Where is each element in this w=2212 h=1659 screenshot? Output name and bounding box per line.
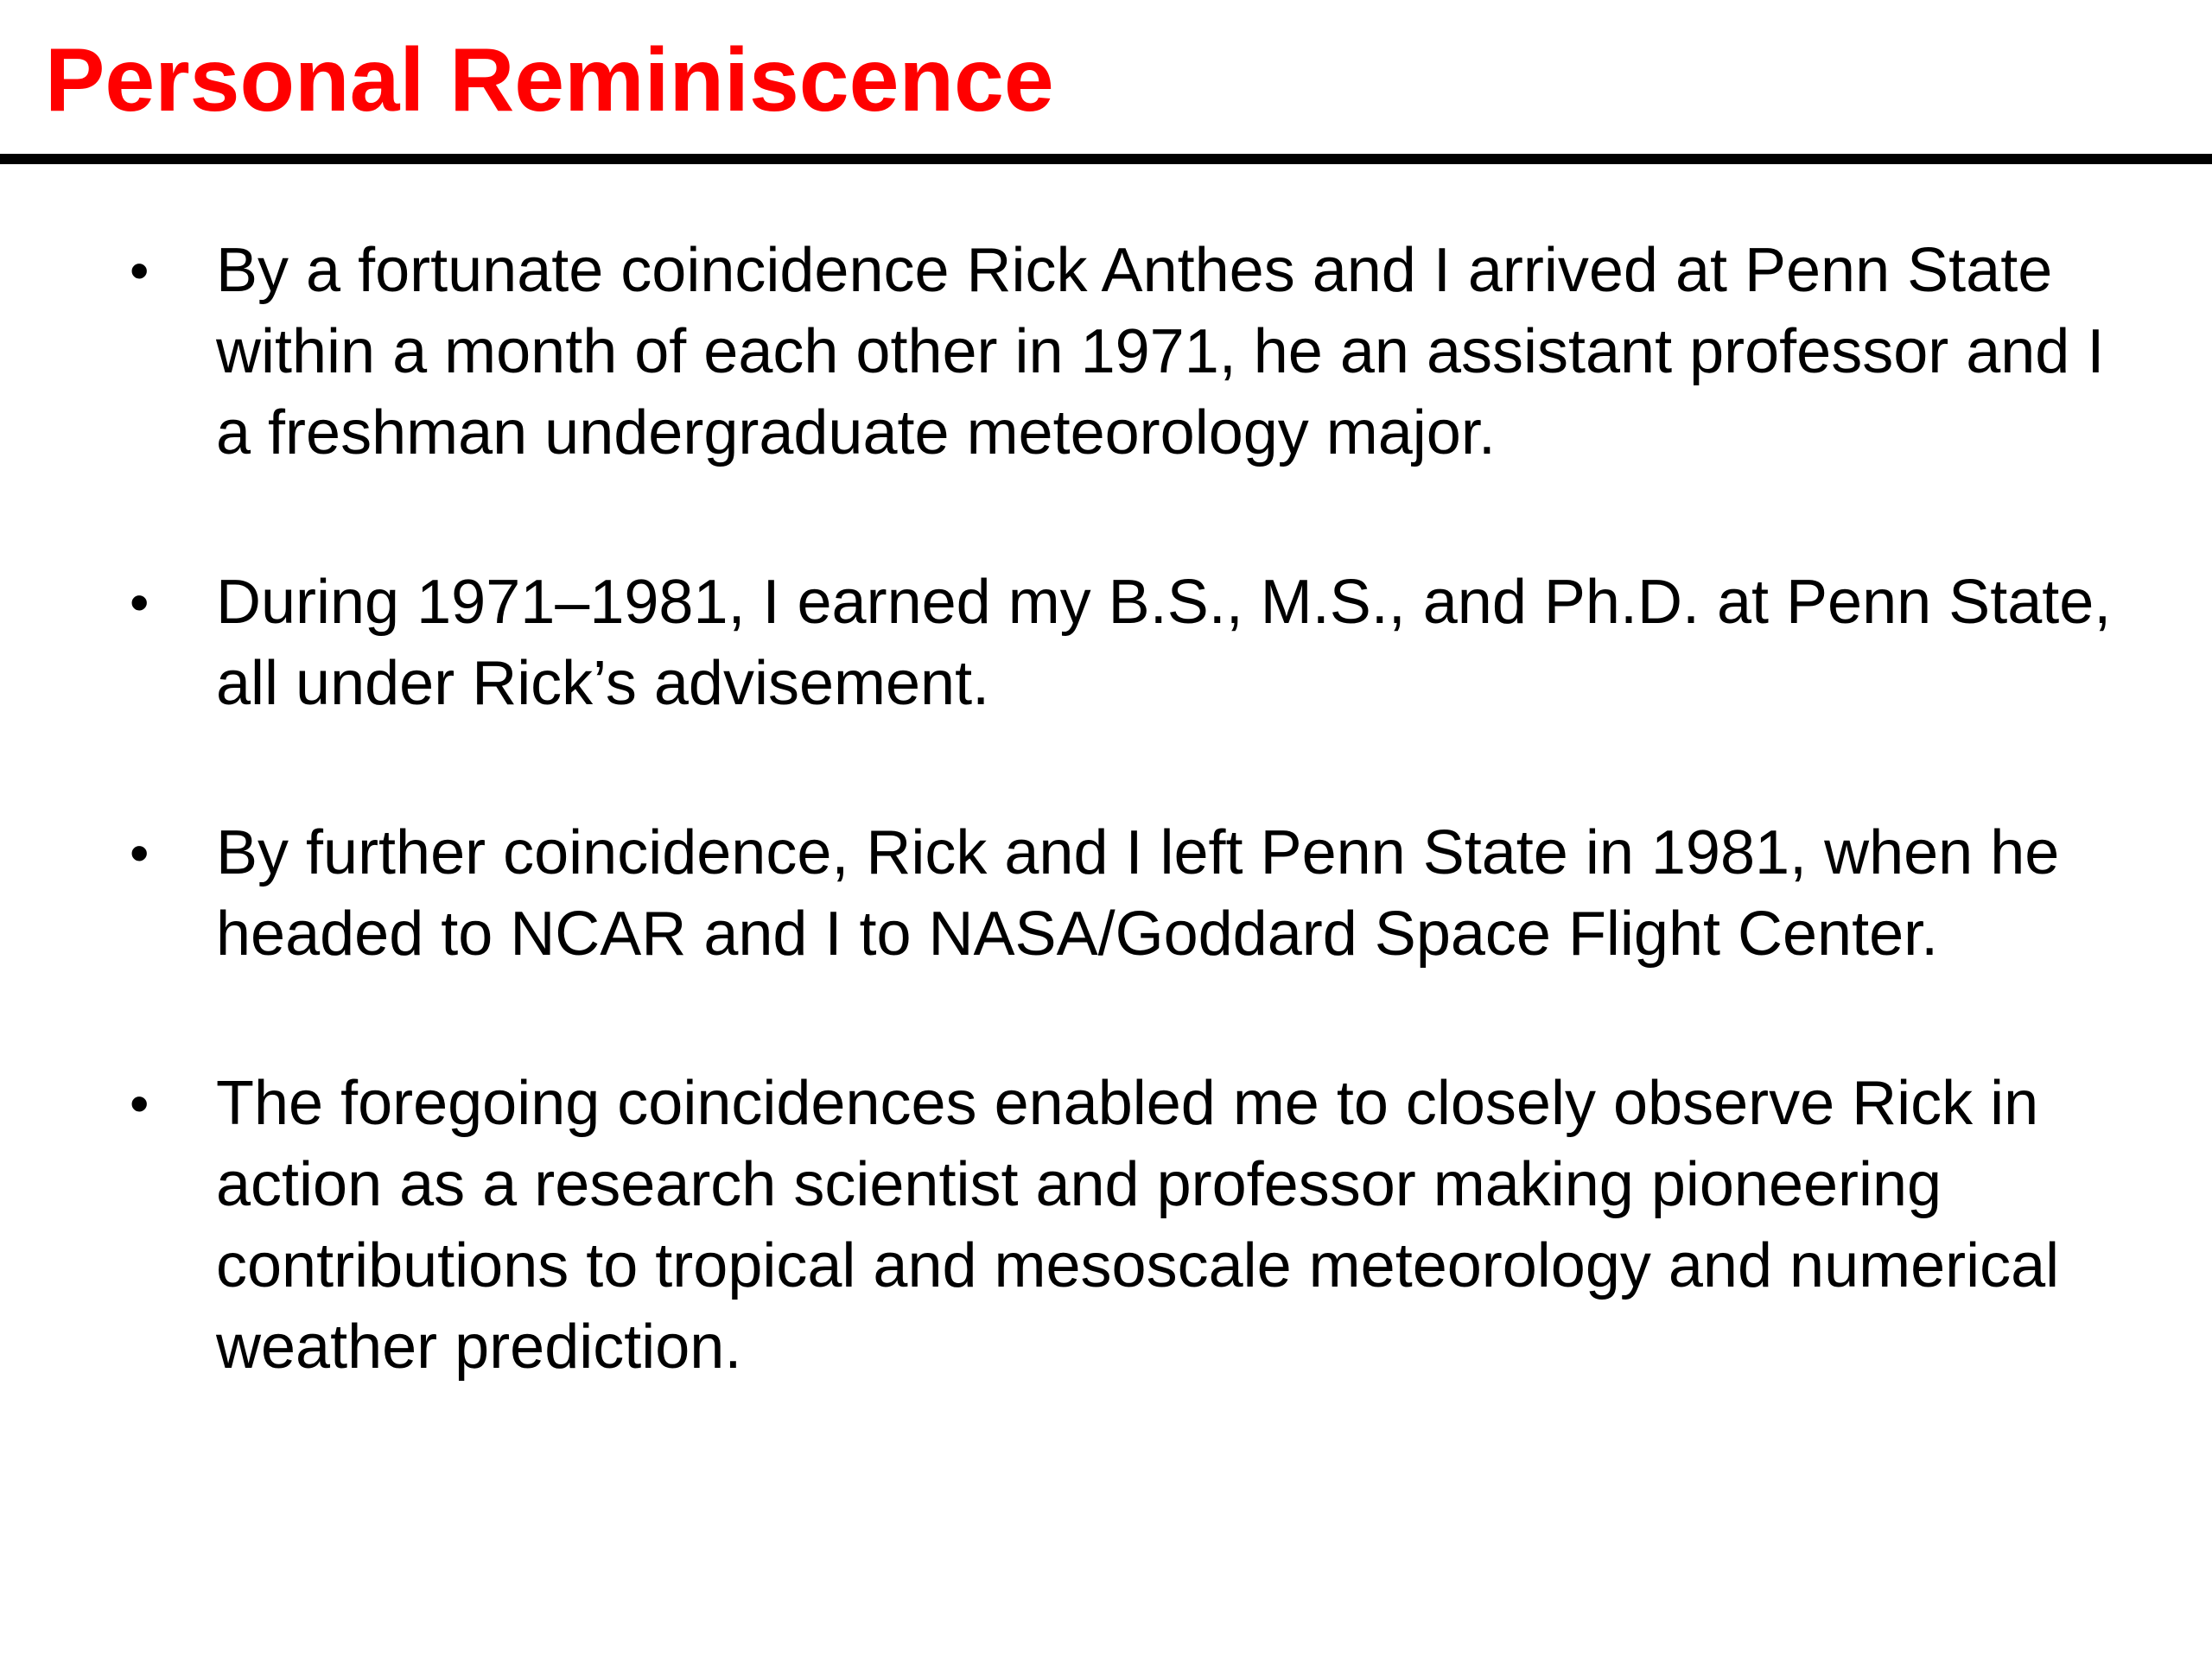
slide-title: Personal Reminiscence: [45, 30, 1054, 130]
bullet-icon: •: [130, 822, 149, 884]
bullet-item: [0, 1063, 2117, 1388]
bullet-item: [0, 230, 2117, 474]
bullet-text: By a fortunate coincidence Rick Anthes and I arrived at Penn State within a month of each other in 1971, he an assistant professor and I a freshman undergraduate meteorology major.: [216, 236, 2105, 467]
bullet-text: During 1971–1981, I earned my B.S., M.S., and Ph.D. at Penn State, all under Rick’s advisement.: [216, 568, 2112, 718]
bullet-item: [0, 562, 2117, 724]
bullet-icon: •: [130, 571, 149, 633]
bullet-list: [0, 230, 2212, 1476]
bullet-item: [0, 812, 2117, 975]
bullet-icon: •: [130, 1072, 149, 1135]
bullet-text: By further coincidence, Rick and I left Penn State in 1981, when he headed to NCAR and I to NASA/Goddard Space Flight Center.: [216, 818, 2060, 969]
title-divider: [0, 154, 2212, 164]
bullet-icon: •: [130, 239, 149, 302]
bullet-text: The foregoing coincidences enabled me to closely observe Rick in action as a research scientist and professor making pioneering contributions to tropical and mesoscale meteorology and numerical weather prediction.: [216, 1069, 2060, 1382]
